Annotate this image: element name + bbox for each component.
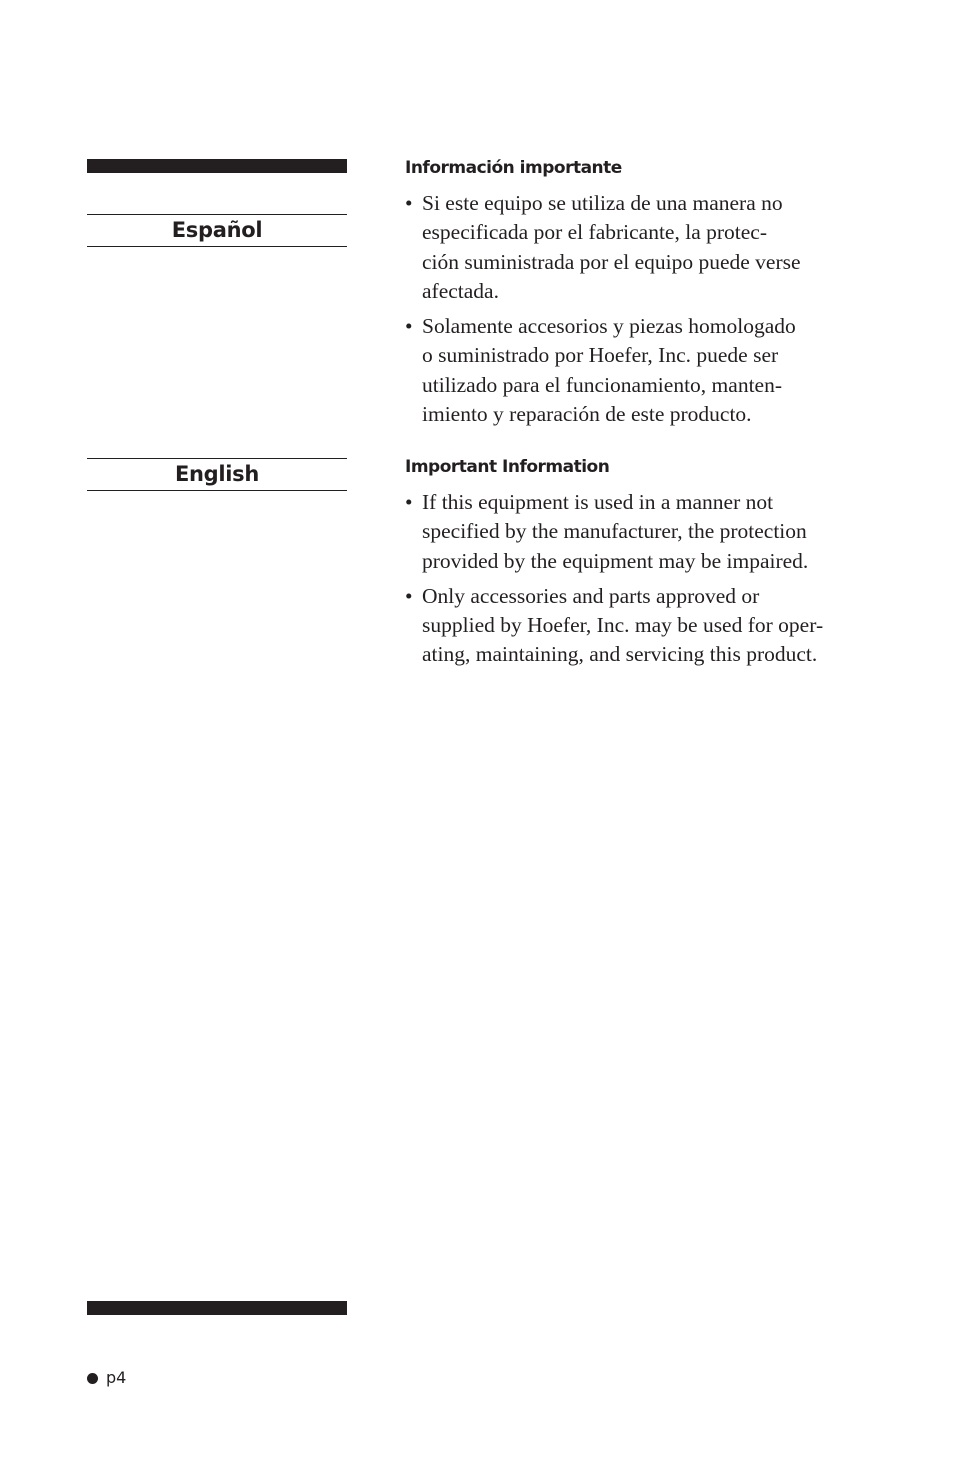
text-line: supplied by Hoefer, Inc. may be used for oper- bbox=[422, 613, 824, 638]
top-rule-bar bbox=[87, 159, 347, 173]
text-line: especificada por el fabricante, la protec- bbox=[422, 220, 767, 245]
section-heading: Información importante bbox=[405, 158, 622, 178]
text-line: afectada. bbox=[422, 278, 499, 303]
section-spanish bbox=[405, 157, 875, 435]
text-line: utilizado para el funcionamiento, manten- bbox=[422, 372, 782, 397]
bullet-item bbox=[405, 488, 875, 576]
text-line: specified by the manufacturer, the protection bbox=[422, 519, 807, 544]
text-line: o suministrado por Hoefer, Inc. puede ser bbox=[422, 343, 779, 368]
language-label-text: English bbox=[174, 462, 260, 486]
page-footer bbox=[87, 1368, 126, 1388]
bullet-icon: • bbox=[405, 191, 413, 215]
bullet-icon: • bbox=[405, 314, 413, 339]
section-english bbox=[405, 456, 875, 676]
text-line: Solamente accesorios y piezas homologado bbox=[422, 314, 796, 339]
text-line: If this equipment is used in a manner not bbox=[422, 490, 774, 514]
bullet-dot-icon bbox=[87, 1373, 98, 1384]
bullet-icon: • bbox=[405, 490, 413, 514]
bullet-list bbox=[405, 189, 875, 429]
section-heading: Important Information bbox=[405, 457, 610, 477]
language-label-english bbox=[87, 458, 347, 491]
bullet-icon: • bbox=[405, 583, 413, 608]
page-number: p4 bbox=[106, 1368, 127, 1387]
bullet-item bbox=[405, 582, 875, 670]
bullet-list bbox=[405, 488, 875, 670]
bullet-item bbox=[405, 312, 875, 429]
language-label-text: Español bbox=[171, 218, 263, 242]
text-line: imiento y reparación de este producto. bbox=[422, 402, 752, 427]
text-line: Si este equipo se utiliza de una manera no bbox=[422, 191, 783, 215]
text-line: ción suministrada por el equipo puede verse bbox=[422, 249, 801, 274]
text-line: ating, maintaining, and servicing this product. bbox=[422, 642, 818, 667]
bottom-rule-bar bbox=[87, 1301, 347, 1315]
text-line: provided by the equipment may be impaired. bbox=[422, 548, 809, 573]
bullet-item bbox=[405, 189, 875, 306]
text-line: Only accessories and parts approved or bbox=[422, 583, 760, 608]
language-label-spanish bbox=[87, 214, 347, 247]
